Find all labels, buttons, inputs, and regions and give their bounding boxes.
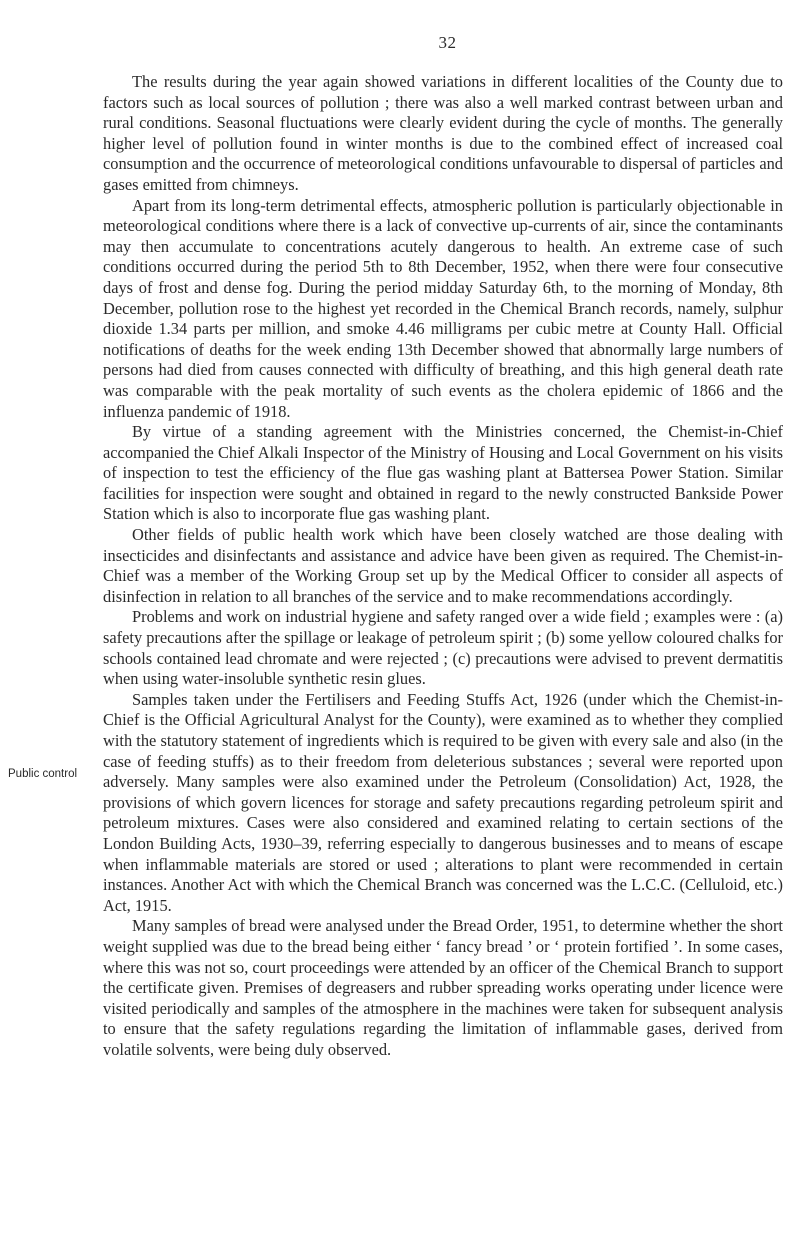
paragraph-insecticides-disinfectants: Other fields of public health work which have been closely watched are those dealing with insecticides and disinfectants and assistance and advice have been given as required. The Chemist-in-Chief was a member of the Working Group set up by the Medical Officer to consider all aspects of disinfection in relation to all branches of the service and to make recommendations accordingly. [103, 525, 783, 606]
page-number: 32 [438, 33, 457, 52]
paragraph-pollution-results: The results during the year again showed variations in different localities of the County due to factors such as local sources of pollution ; there was also a well marked contrast between urban and rural conditions. Seasonal fluctuations were clearly evident during the cycle of months. The generally higher level of pollution found in winter months is due to the combined effect of increased coal consumption and the occurrence of meteorological conditions unfavourable to dispersal of particles and gases emitted from chimneys. [103, 72, 783, 194]
paragraph-bread-order: Many samples of bread were analysed under the Bread Order, 1951, to determine whether the short weight supplied was due to the bread being either ‘ fancy bread ’ or ‘ protein fortified ’. In some cases, where this was not so, court proceedings were attended by an officer of the Chemical Branch to support the certificate given. Premises of degreasers and rubber spreading works operating under licence were visited periodically and samples of the atmosphere in the machines were taken for subsequent analysis to ensure that the safety regulations regarding the limitation of inflammable gases, derived from volatile solvents, were being duly observed. [103, 916, 783, 1059]
paragraph-public-control-samples: Samples taken under the Fertilisers and Feeding Stuffs Act, 1926 (under which the Chemist-in-Chief is the Official Agricultural Analyst for the County), were examined as to whether they complied with the statutory statement of ingredients which is required to be given with every sale and also (in the case of feeding stuffs) as to their freedom from deleterious substances ; several were reported upon adversely. Many samples were also examined under the Petroleum (Consolidation) Act, 1928, the provisions of which govern licences for storage and safety precautions regarding petroleum spirit and petroleum mixtures. Cases were also considered and examined relating to certain sections of the London Building Acts, 1930–39, referring especially to dangerous businesses and to means of escape when inflammable materials are stored or used ; alterations to plant were recommended in certain instances. Another Act with which the Chemical Branch was concerned was the L.C.C. (Celluloid, etc.) Act, 1915. [103, 689, 783, 915]
paragraph-power-station-inspection: By virtue of a standing agreement with the Ministries concerned, the Chemist-in-Chief accompanied the Chief Alkali Inspector of the Ministry of Housing and Local Government on his visits of inspection to test the efficiency of the flue gas washing plant at Battersea Power Station. Similar facilities for inspection were sought and obtained in regard to the newly constructed Bankside Power Station which is also to incorporate flue gas washing plant. [103, 422, 783, 524]
paragraph-industrial-hygiene: Problems and work on industrial hygiene and safety ranged over a wide field ; examples were : (a) safety precautions after the spillage or leakage of petroleum spirit ; (b) some yellow coloured chalks for schools contained lead chromate and were rejected ; (c) precautions were advised to prevent dermatitis when using water-insoluble synthetic resin glues. [103, 607, 783, 689]
paragraph-fog-december-1952: Apart from its long-term detrimental effects, atmospheric pollution is particularly objectionable in meteorological conditions where there is a lack of convective up-currents of air, since the contaminants may then accumulate to concentrations acutely dangerous to health. An extreme case of such conditions occurred during the period 5th to 8th December, 1952, when there were four consecutive days of frost and dense fog. During the period midday Saturday 6th, to the morning of Monday, 8th December, pollution rose to the highest yet recorded in the Chemical Branch records, namely, sulphur dioxide 1.34 parts per million, and smoke 4.46 milligrams per cubic metre at County Hall. Official notifications of deaths for the week ending 13th December showed that abnormally large numbers of persons had died from causes connected with difficulty of breathing, and this high general death rate was comparable with the peak mortality of such events as the cholera epidemic of 1866 and the influenza pandemic of 1918. [103, 195, 783, 421]
body-text [103, 72, 783, 1061]
margin-note-public-control: Public control [8, 768, 78, 780]
